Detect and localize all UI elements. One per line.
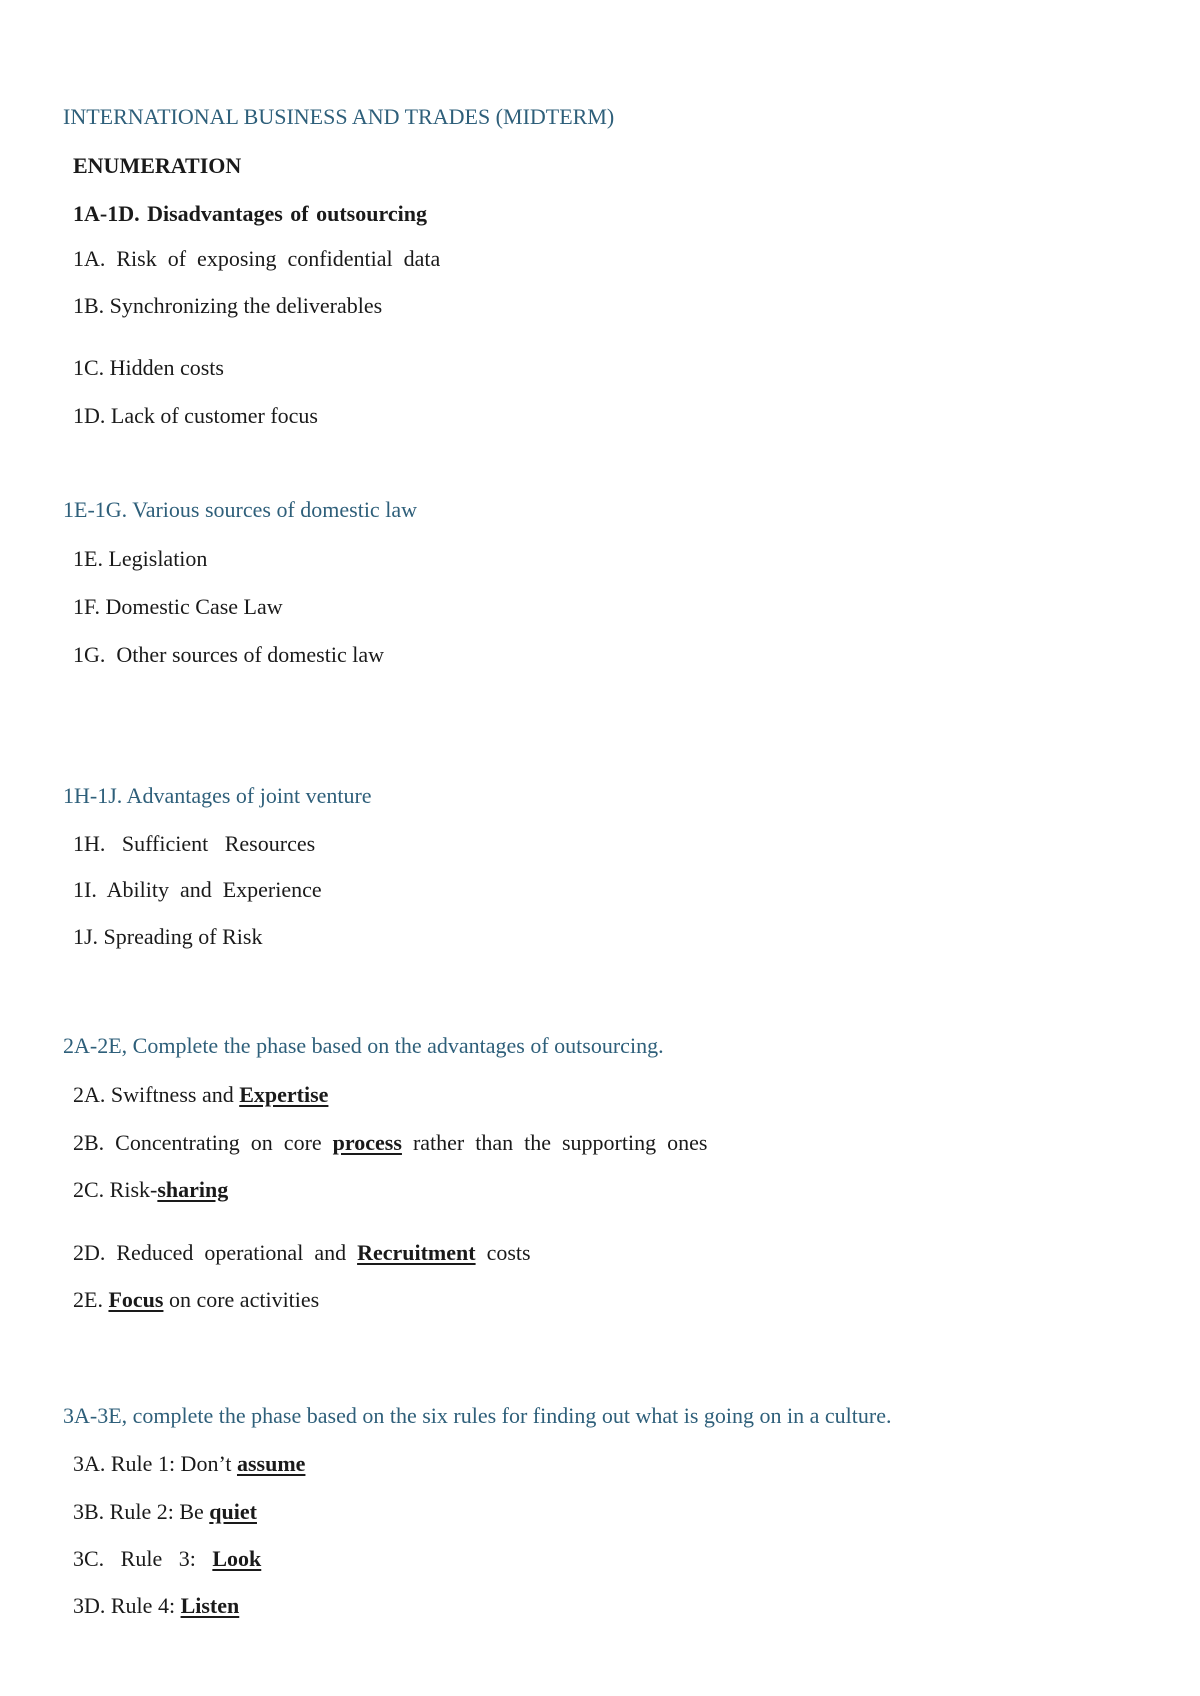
item-prefix: 3A. Rule 1: Don’t [73,1451,237,1476]
document-title: INTERNATIONAL BUSINESS AND TRADES (MIDTERM) [63,104,615,129]
section2-item-1e: 1E. Legislation [73,546,208,571]
section2-item-1g: 1G. Other sources of domestic law [73,642,384,667]
section5-item-3a [73,1450,305,1478]
item-prefix: 3B. Rule 2: Be [73,1499,210,1524]
section1-heading: 1A-1D. Disadvantages of outsourcing [73,201,427,226]
section4-item-2e [73,1286,319,1314]
section1-item-1c: 1C. Hidden costs [73,355,224,380]
answer-text: process [332,1130,402,1155]
section3-item-1i: 1I. Ability and Experience [73,877,322,902]
section4-item-2b [73,1129,707,1157]
item-prefix: 2D. Reduced operational and [73,1240,358,1265]
section4-item-2d [73,1239,531,1267]
section4-item-2a [73,1081,328,1109]
section4-heading: 2A-2E, Complete the phase based on the advantages of outsourcing. [63,1033,664,1058]
answer-text: Expertise [239,1082,329,1107]
section1-item-1b: 1B. Synchronizing the deliverables [73,293,383,318]
section3-heading: 1H-1J. Advantages of joint venture [63,783,372,808]
item-prefix: 3C. Rule 3: [73,1546,213,1571]
item-prefix: 2B. Concentrating on core [73,1130,333,1155]
section3-item-1j: 1J. Spreading of Risk [73,924,263,949]
item-suffix: costs [475,1240,531,1265]
section5-item-3b [73,1498,257,1526]
answer-text: Recruitment [357,1240,476,1265]
answer-text: sharing [157,1177,229,1202]
section5-item-3d [73,1592,239,1620]
section1-item-1a: 1A. Risk of exposing confidential data [73,246,441,271]
section5-item-3c [73,1545,261,1573]
item-prefix: 2A. Swiftness and [73,1082,240,1107]
section5-heading: 3A-3E, complete the phase based on the six rules for finding out what is going on in a culture. [63,1403,892,1428]
answer-text: Focus [108,1287,164,1312]
answer-text: quiet [209,1499,257,1524]
item-suffix: on core activities [163,1287,320,1312]
section1-item-1d: 1D. Lack of customer focus [73,403,318,428]
answer-text: assume [236,1451,306,1476]
item-suffix: rather than the supporting ones [401,1130,708,1155]
section4-item-2c [73,1176,228,1204]
enumeration-label: ENUMERATION [73,153,242,178]
answer-text: Listen [180,1593,240,1618]
section2-heading: 1E-1G. Various sources of domestic law [63,497,417,522]
item-prefix: 3D. Rule 4: [73,1593,181,1618]
item-prefix: 2C. Risk- [73,1177,158,1202]
section2-item-1f: 1F. Domestic Case Law [73,594,283,619]
answer-text: Look [212,1546,262,1571]
item-prefix: 2E. [73,1287,109,1312]
section3-item-1h: 1H. Sufficient Resources [73,831,316,856]
